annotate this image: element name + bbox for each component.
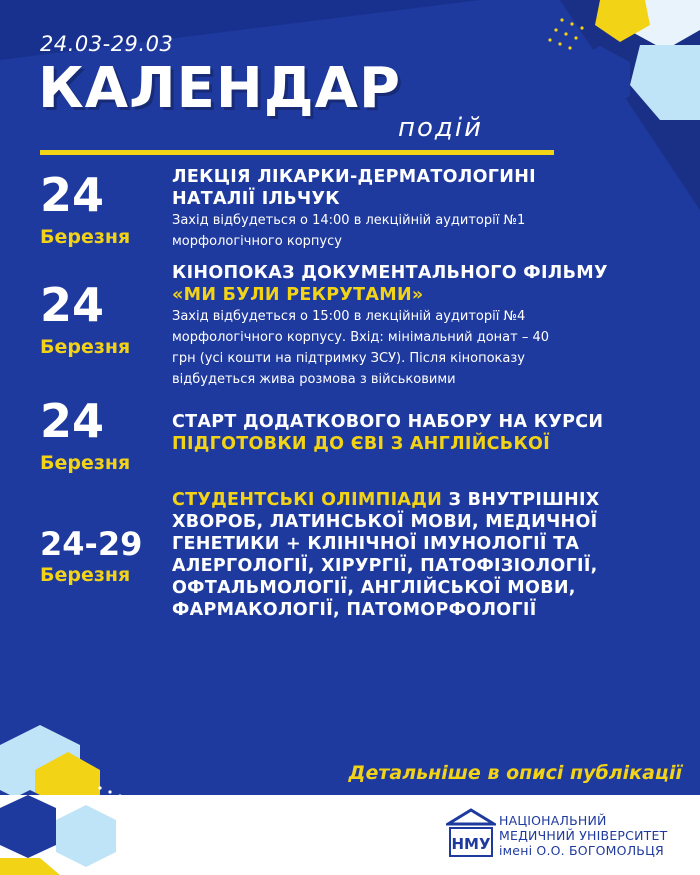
event-4-date xyxy=(40,525,143,563)
event-description-line: відбудеться жива розмова з військовими xyxy=(172,372,456,387)
event-description-line: грн (усі кошти на підтримку ЗСУ). Після кінопоказу xyxy=(172,351,525,366)
event-month: Березня xyxy=(40,564,131,586)
event-title-line xyxy=(172,489,692,511)
event-title-line: НАТАЛІЇ ІЛЬЧУК xyxy=(172,189,340,209)
event-title-highlight: СТУДЕНТСЬКІ ОЛІМПІАДИ xyxy=(172,490,443,510)
yellow-divider xyxy=(40,150,554,155)
event-day: 24 xyxy=(40,278,105,332)
event-1-info xyxy=(172,166,682,252)
event-day: 24-29 xyxy=(40,525,143,563)
event-month: Березня xyxy=(40,452,131,474)
event-title-line: ЛЕКЦІЯ ЛІКАРКИ-ДЕРМАТОЛОГИНІ xyxy=(172,167,536,187)
page-subtitle: подій xyxy=(398,113,484,143)
event-title-line: ФАРМАКОЛОГІЇ, ПАТОМОРФОЛОГІЇ xyxy=(172,600,537,620)
university-name-line: імені О.О. БОГОМОЛЬЦЯ xyxy=(499,843,664,858)
event-day: 24 xyxy=(40,168,105,222)
event-description-line: морфологічного корпусу. Вхід: мінімальний донат – 40 xyxy=(172,330,550,345)
university-name xyxy=(499,813,667,858)
event-title-line: АЛЕРГОЛОГІЇ, ХІРУРГІЇ, ПАТОФІЗІОЛОГІЇ, xyxy=(172,556,598,576)
event-title-line: СТАРТ ДОДАТКОВОГО НАБОРУ НА КУРСИ xyxy=(172,412,604,432)
event-title-line: ХВОРОБ, ЛАТИНСЬКОЇ МОВИ, МЕДИЧНОЇ xyxy=(172,512,598,532)
event-4-info xyxy=(172,489,692,621)
event-title-line: ГЕНЕТИКИ + КЛІНІЧНОЇ ІМУНОЛОГІЇ ТА xyxy=(172,534,580,554)
page-title: КАЛЕНДАР xyxy=(38,56,402,121)
event-3-info xyxy=(172,411,692,455)
event-day: 24 xyxy=(40,394,105,448)
event-title-line xyxy=(172,433,692,455)
event-month: Березня xyxy=(40,336,131,358)
university-name-line: МЕДИЧНИЙ УНІВЕРСИТЕТ xyxy=(499,828,668,843)
event-1-date xyxy=(40,168,105,222)
event-title-rest: З ВНУТРІШНІХ xyxy=(442,490,600,510)
event-description-line: Захід відбудеться о 14:00 в лекційній аудиторії №1 xyxy=(172,213,526,228)
event-description-line: Захід відбудеться о 15:00 в лекційній аудиторії №4 xyxy=(172,309,526,324)
event-2-info xyxy=(172,262,692,390)
date-range: 24.03-29.03 xyxy=(40,32,174,56)
event-description-line: морфологічного корпусу xyxy=(172,234,342,249)
event-title-line: КІНОПОКАЗ ДОКУМЕНТАЛЬНОГО ФІЛЬМУ xyxy=(172,263,608,283)
event-2-date xyxy=(40,278,105,332)
event-title-line: ОФТАЛЬМОЛОГІЇ, АНГЛІЙСЬКОЇ МОВИ, xyxy=(172,578,576,598)
event-title-highlight: «МИ БУЛИ РЕКРУТАМИ» xyxy=(172,285,424,305)
event-title-line xyxy=(172,284,692,306)
logo-monogram: НМУ xyxy=(451,835,491,853)
event-title-highlight: ПІДГОТОВКИ ДО ЄВІ З АНГЛІЙСЬКОЇ xyxy=(172,434,551,454)
university-logo-icon xyxy=(446,808,496,860)
university-name-line: НАЦІОНАЛЬНИЙ xyxy=(499,813,607,828)
event-3-date xyxy=(40,394,105,448)
event-month: Березня xyxy=(40,226,131,248)
details-link-text: Детальніше в описі публікації xyxy=(348,762,682,784)
